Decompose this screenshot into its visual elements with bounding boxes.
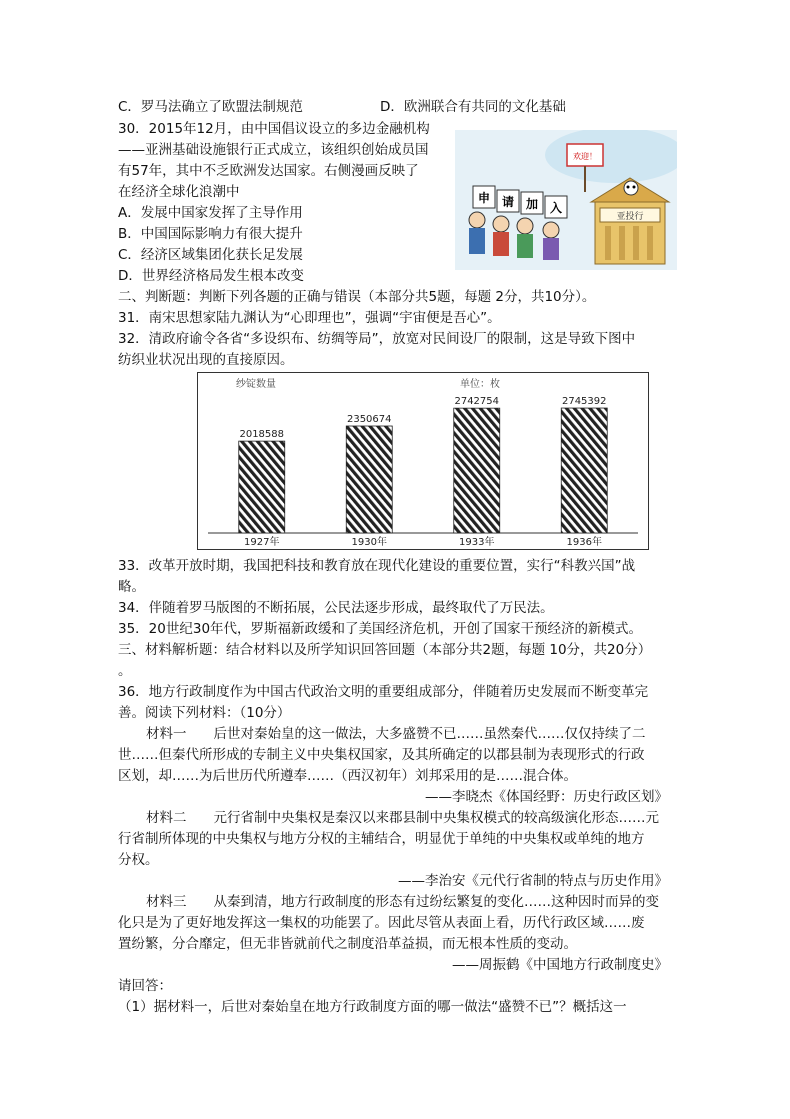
material-2-source: ——李治安《元代行省制的特点与历史作用》 [398,873,668,889]
material-1-text-3: 区划，却……为后世历代所遵奉……（西汉初年）刘邦采用的是……混合体。 [118,768,577,784]
chart-category-label: 1933年 [459,537,495,548]
material-1-source: ——李晓杰《体国经野：历史行政区划》 [425,789,668,805]
q32-text-1: 32．清政府谕令各省“多设织布、纺绸等局”，放宽对民间设厂的限制，这是导致下图中 [118,331,636,347]
chart-unit: 单位：枚 [460,379,500,390]
chart-bar-1933年 [454,408,500,533]
q36-text-2: 善。阅读下列材料：（10分） [118,705,291,721]
chart-category-label: 1936年 [566,537,602,548]
chart-bar-1927年 [239,441,285,533]
q30-option-b: B．中国国际影响力有很大提升 [118,226,303,242]
material-1-text-2: 世……但秦代所形成的专制主义中央集权国家，及其所确定的以郡县制为表现形式的行政 [118,747,645,763]
sign-char-2: 请 [501,195,515,209]
chart-value-label: 2350674 [346,414,392,426]
q30-text-1: 30．2015年12月，由中国倡议设立的多边金融机构 [118,121,430,137]
chart-category-label: 1927年 [244,537,280,548]
q33-text-2: 略。 [118,579,145,595]
section-2-heading: 二、判断题：判断下列各题的正确与错误（本部分共5题，每题 2分，共10分）。 [118,289,596,305]
material-2-text-1: 材料二 元行省制中央集权是秦汉以来郡县制中央集权模式的较高级演化形态……元 [146,810,659,826]
material-3-text-2: 化只是为了更好地发挥这一集权的功能罢了。因此尽管从表面上看，历代行政区域……废 [118,915,645,931]
sign-char-1: 申 [477,191,491,205]
material-3-source: ——周振鹤《中国地方行政制度史》 [452,957,668,973]
sign-char-4: 入 [549,201,563,215]
sign-char-3: 加 [525,197,539,211]
chart-bar-1930年 [346,426,392,533]
q33-text-1: 33．改革开放时期，我国把科技和教育放在现代化建设的重要位置，实行“科教兴国”战 [118,558,636,574]
option-c-line: C．罗马法确立了欧盟法制规范 [118,99,303,115]
chart-value-label: 2018588 [239,429,285,441]
bank-label: 亚投行 [616,212,644,222]
chart-value-label: 2742754 [454,396,500,408]
q31-text: 31．南宋思想家陆九渊认为“心即理也”，强调“宇宙便是吾心”。 [118,310,501,326]
material-2-text-2: 行省制所体现的中央集权与地方分权的主辅结合，明显优于单纯的中央集权或单纯的地方 [118,831,645,847]
material-2-text-3: 分权。 [118,852,159,868]
q30-option-d: D．世界经济格局发生根本改变 [118,268,304,284]
ask-heading: 请回答： [118,978,172,994]
q30-text-2: ——亚洲基础设施银行正式成立，该组织创始成员国 [118,142,429,158]
q30-text-4: 在经济全球化浪潮中 [118,184,240,200]
q36-text-1: 36．地方行政制度作为中国古代政治文明的重要组成部分，伴随着历史发展而不断变革完 [118,684,649,700]
q32-text-2: 纺织业状况出现的直接原因。 [118,352,294,368]
ask-question-1: （1）据材料一，后世对秦始皇在地方行政制度方面的哪一做法“盛赞不已”？概括这一 [118,999,627,1015]
chart-bar-1936年 [561,408,607,533]
q30-option-a: A．发展中国家发挥了主导作用 [118,205,303,221]
aiib-cartoon [455,130,677,270]
q35-text: 35．20世纪30年代，罗斯福新政缓和了美国经济危机，开创了国家干预经济的新模式。 [118,621,643,637]
welcome-sign-text: 欢迎！ [573,152,597,161]
chart-title: 纱锭数量 [236,379,276,390]
spindle-chart [197,372,649,550]
section-3-heading: 三、材料解析题：结合材料以及所学知识回答回题（本部分共2题，每题 10分，共20分） [118,642,652,658]
material-1-text-1: 材料一 后世对秦始皇的这一做法，大多盛赞不已……虽然秦代……仅仅持续了二 [146,726,646,742]
material-3-text-3: 置纷繁，分合靡定，但无非皆就前代之制度沿革益损，而无根本性质的变动。 [118,936,577,952]
option-d-line: D．欧洲联合有共同的文化基础 [380,99,566,115]
chart-category-label: 1930年 [351,537,387,548]
q34-text: 34．伴随着罗马版图的不断拓展，公民法逐步形成，最终取代了万民法。 [118,600,554,616]
material-3-text-1: 材料三 从秦到清，地方行政制度的形态有过纷纭繁复的变化……这种因时而异的变 [146,894,659,910]
section-3-heading-tail: 。 [118,663,132,679]
q30-option-c: C．经济区域集团化获长足发展 [118,247,303,263]
q30-text-3: 有57年，其中不乏欧洲发达国家。右侧漫画反映了 [118,163,419,179]
applicant-group [469,186,567,260]
chart-value-label: 2745392 [561,396,607,408]
